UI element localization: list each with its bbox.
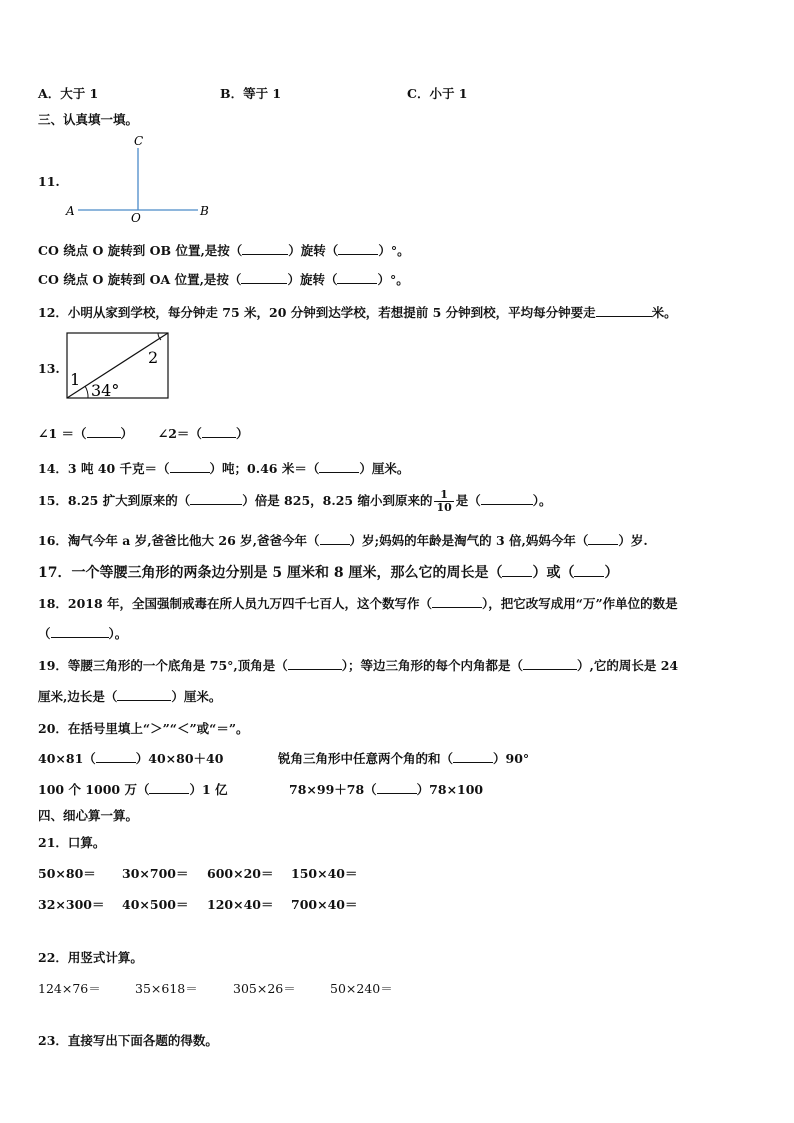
q13-blank-1[interactable]: [87, 426, 121, 438]
q20-blank-a[interactable]: [96, 751, 136, 763]
q20-item-d: 78×99＋78（ ）78×100: [289, 782, 484, 797]
section-3-heading: 三、认真填一填。: [38, 112, 139, 127]
q21-r2-4: 700×40＝: [291, 897, 358, 912]
q17-blank-1[interactable]: [502, 565, 532, 577]
option-c: C．小于 1: [407, 86, 468, 101]
q21-prompt: 21．口算。: [38, 835, 106, 850]
option-b: B．等于 1: [220, 86, 282, 101]
label-2: 2: [148, 348, 159, 367]
q19-blank-1[interactable]: [288, 658, 342, 670]
q13-blank-2[interactable]: [202, 426, 236, 438]
q19-line2: 厘米,边长是（ ）厘米。: [38, 689, 222, 704]
q16-blank-1[interactable]: [320, 533, 350, 545]
q21-r2-3: 120×40＝: [207, 897, 274, 912]
q15: 15．8.25 扩大到原来的（ ）倍是 825，8.25 缩小到原来的 $\frac{1}{10}$ 是（ ）。: [38, 487, 552, 514]
q11-blank-4[interactable]: [337, 272, 377, 284]
q16: 16．淘气今年 a 岁,爸爸比他大 26 岁,爸爸今年（ ）岁;妈妈的年龄是淘气的 3 倍,妈妈今年（ ）岁.: [38, 533, 648, 548]
q20-prompt: 20．在括号里填上“＞”“＜”或“＝”。: [38, 721, 249, 736]
q21-r1-3: 600×20＝: [207, 866, 274, 881]
label-b: B: [200, 204, 209, 218]
q13-answers: ∠1 ＝（ ） ∠2＝（ ）: [38, 426, 249, 441]
q18-line2: （ ）。: [38, 626, 128, 641]
label-1: 1: [70, 370, 81, 389]
q20-blank-d[interactable]: [377, 782, 417, 794]
label-a: A: [66, 204, 75, 218]
q22-item-4: 50×240＝: [330, 981, 393, 996]
q13-rectangle-figure: [64, 330, 174, 402]
q11-blank-1[interactable]: [242, 243, 288, 255]
q15-fraction: $\frac{1}{10}$: [436, 487, 452, 514]
q18-line1: 18．2018 年，全国强制戒毒在所人员九万四千七百人，这个数写作（ ），把它改写成用“万”作单位的数是: [38, 596, 678, 611]
q19-blank-3[interactable]: [117, 689, 171, 701]
q11-line2: CO 绕点 O 旋转到 OA 位置,是按（ ）旋转（ ）°。: [38, 272, 409, 287]
q22-item-1: 124×76＝: [38, 981, 101, 996]
q11-angle-figure: [60, 130, 220, 225]
q22-prompt: 22．用竖式计算。: [38, 950, 143, 965]
option-a: A．大于 1: [38, 86, 99, 101]
q18-blank-2[interactable]: [51, 626, 109, 638]
q19-blank-2[interactable]: [523, 658, 577, 670]
q18-blank-1[interactable]: [432, 596, 482, 608]
label-c: C: [134, 134, 144, 148]
q21-r1-1: 50×80＝: [38, 866, 96, 881]
q17: 17．一个等腰三角形的两条边分别是 5 厘米和 8 厘米，那么它的周长是（ ）或（ ）: [38, 565, 619, 581]
angle-34-arc: [85, 386, 88, 398]
q11-line1: CO 绕点 O 旋转到 OB 位置,是按（ ）旋转（ ）°。: [38, 243, 410, 258]
q15-blank-2[interactable]: [481, 493, 533, 505]
q13-number: 13.: [38, 361, 60, 376]
q22-item-3: 305×26＝: [233, 981, 296, 996]
q11-number: 11.: [38, 174, 60, 189]
label-o: O: [131, 211, 141, 225]
q11-blank-3[interactable]: [241, 272, 287, 284]
label-34: 34°: [91, 381, 120, 400]
q20-item-b: 锐角三角形中任意两个角的和（ ）90°: [278, 751, 530, 766]
q14: 14．3 吨 40 千克＝（ ）吨；0.46 米＝（ ）厘米。: [38, 461, 410, 476]
q22-item-2: 35×618＝: [135, 981, 198, 996]
q14-blank-2[interactable]: [319, 461, 359, 473]
q15-blank-1[interactable]: [190, 493, 242, 505]
q21-r1-4: 150×40＝: [291, 866, 358, 881]
q11-blank-2[interactable]: [338, 243, 378, 255]
q23-prompt: 23．直接写出下面各题的得数。: [38, 1033, 218, 1048]
q19-line1: 19．等腰三角形的一个底角是 75°,顶角是（ ）；等边三角形的每个内角都是（ ）,它的周长是 24: [38, 658, 679, 673]
section-4-heading: 四、细心算一算。: [38, 808, 139, 823]
q20-blank-c[interactable]: [149, 782, 189, 794]
q14-blank-1[interactable]: [170, 461, 210, 473]
q21-r2-2: 40×500＝: [122, 897, 189, 912]
q20-item-c: 100 个 1000 万（ ）1 亿: [38, 782, 228, 797]
q20-blank-b[interactable]: [453, 751, 493, 763]
q12-blank[interactable]: [596, 305, 652, 317]
q21-r2-1: 32×300＝: [38, 897, 105, 912]
q12: 12．小明从家到学校，每分钟走 75 米，20 分钟到达学校，若想提前 5 分钟到校，平均每分钟要走 米。: [38, 305, 677, 320]
q17-blank-2[interactable]: [574, 565, 604, 577]
q20-item-a: 40×81（ ）40×80＋40: [38, 751, 224, 766]
q21-r1-2: 30×700＝: [122, 866, 189, 881]
q16-blank-2[interactable]: [588, 533, 618, 545]
